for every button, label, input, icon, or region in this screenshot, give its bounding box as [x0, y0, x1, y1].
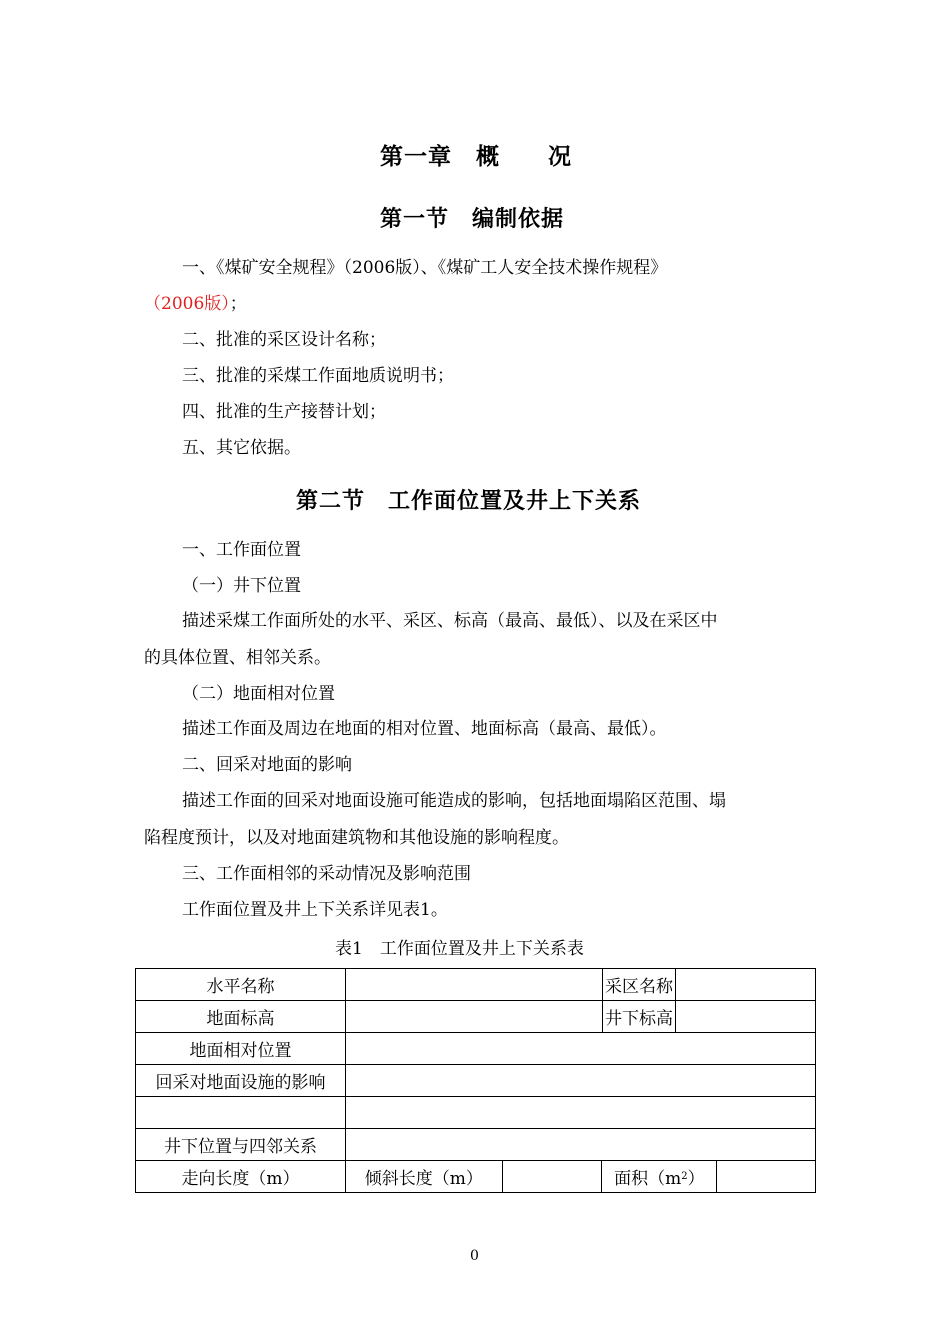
level-name-label: 水平名称	[136, 969, 346, 1001]
chapter-title: 第一章 概 况	[380, 144, 572, 170]
district-name-label: 采区名称	[603, 969, 676, 1001]
surface-elevation-value[interactable]	[346, 1001, 603, 1033]
surface-impact-heading: 二、回采对地面的影响	[182, 755, 352, 775]
basis-edition-red: （2006版）	[144, 294, 230, 314]
table-row	[136, 969, 816, 1001]
basis-item-2: 二、批准的采区设计名称；	[182, 330, 386, 350]
blank-label-cell[interactable]	[136, 1097, 346, 1129]
underground-relations-label: 井下位置与四邻关系	[136, 1129, 346, 1161]
surface-position-desc: 描述工作面及周边在地面的相对位置、地面标高（最高、最低）。	[182, 719, 667, 739]
page-number: 0	[470, 1248, 479, 1264]
basis-item-1: 一、《煤矿安全规程》（2006版）、《煤矿工人安全技术操作规程》	[182, 258, 668, 278]
dip-length-value[interactable]	[503, 1161, 603, 1192]
section-2-title: 第二节 工作面位置及井上下关系	[296, 489, 642, 514]
underground-elevation-value[interactable]	[676, 1001, 816, 1033]
level-name-value[interactable]	[346, 969, 603, 1001]
strike-length-label: 走向长度（m）	[136, 1161, 346, 1193]
basis-item-3: 三、批准的采煤工作面地质说明书；	[182, 366, 454, 386]
underground-position-desc-2: 的具体位置、相邻关系。	[144, 648, 331, 668]
surface-relative-position-label: 地面相对位置	[136, 1033, 346, 1065]
basis-item-1-cont	[144, 292, 247, 316]
district-name-value[interactable]	[676, 969, 816, 1001]
area-label-text: 面积（m	[614, 1169, 682, 1189]
basis-item-4: 四、批准的生产接替计划；	[182, 402, 386, 422]
table-row	[136, 1001, 816, 1033]
dip-length-label: 倾斜长度（m）	[346, 1161, 503, 1192]
basis-item-5: 五、其它依据。	[182, 438, 301, 458]
area-value[interactable]	[717, 1161, 815, 1192]
area-label	[602, 1161, 717, 1192]
underground-position-desc-1: 描述采煤工作面所处的水平、采区、标高（最高、最低）、以及在采区中	[182, 611, 718, 631]
table-row	[136, 1129, 816, 1161]
section-1-title: 第一节 编制依据	[380, 207, 565, 232]
underground-relations-value[interactable]	[346, 1129, 816, 1161]
surface-elevation-label: 地面标高	[136, 1001, 346, 1033]
underground-elevation-label: 井下标高	[603, 1001, 676, 1033]
table-row	[136, 1033, 816, 1065]
table-reference: 工作面位置及井上下关系详见表1。	[182, 900, 448, 920]
table-row	[136, 1097, 816, 1129]
surface-impact-desc-2: 陷程度预计，以及对地面建筑物和其他设施的影响程度。	[144, 828, 569, 848]
basis-item-1-end: ；	[229, 294, 247, 314]
underground-position-heading: （一）井下位置	[182, 576, 301, 596]
table-row	[136, 1065, 816, 1097]
position-heading: 一、工作面位置	[182, 540, 301, 560]
surface-relative-position-value[interactable]	[346, 1033, 816, 1065]
area-label-close: ）	[687, 1169, 705, 1189]
area-unit-superscript: 2	[681, 1171, 688, 1182]
dimension-cells	[346, 1161, 816, 1193]
mining-impact-value[interactable]	[346, 1065, 816, 1097]
blank-value-cell[interactable]	[346, 1097, 816, 1129]
position-relations-table	[135, 968, 816, 1193]
surface-impact-desc-1: 描述工作面的回采对地面设施可能造成的影响，包括地面塌陷区范围、塌	[182, 791, 726, 811]
table-caption: 表1 工作面位置及井上下关系表	[335, 939, 584, 959]
mining-impact-label: 回采对地面设施的影响	[136, 1065, 346, 1097]
surface-position-heading: （二）地面相对位置	[182, 684, 335, 704]
table-row	[136, 1161, 816, 1193]
adjacent-mining-heading: 三、工作面相邻的采动情况及影响范围	[182, 864, 471, 884]
